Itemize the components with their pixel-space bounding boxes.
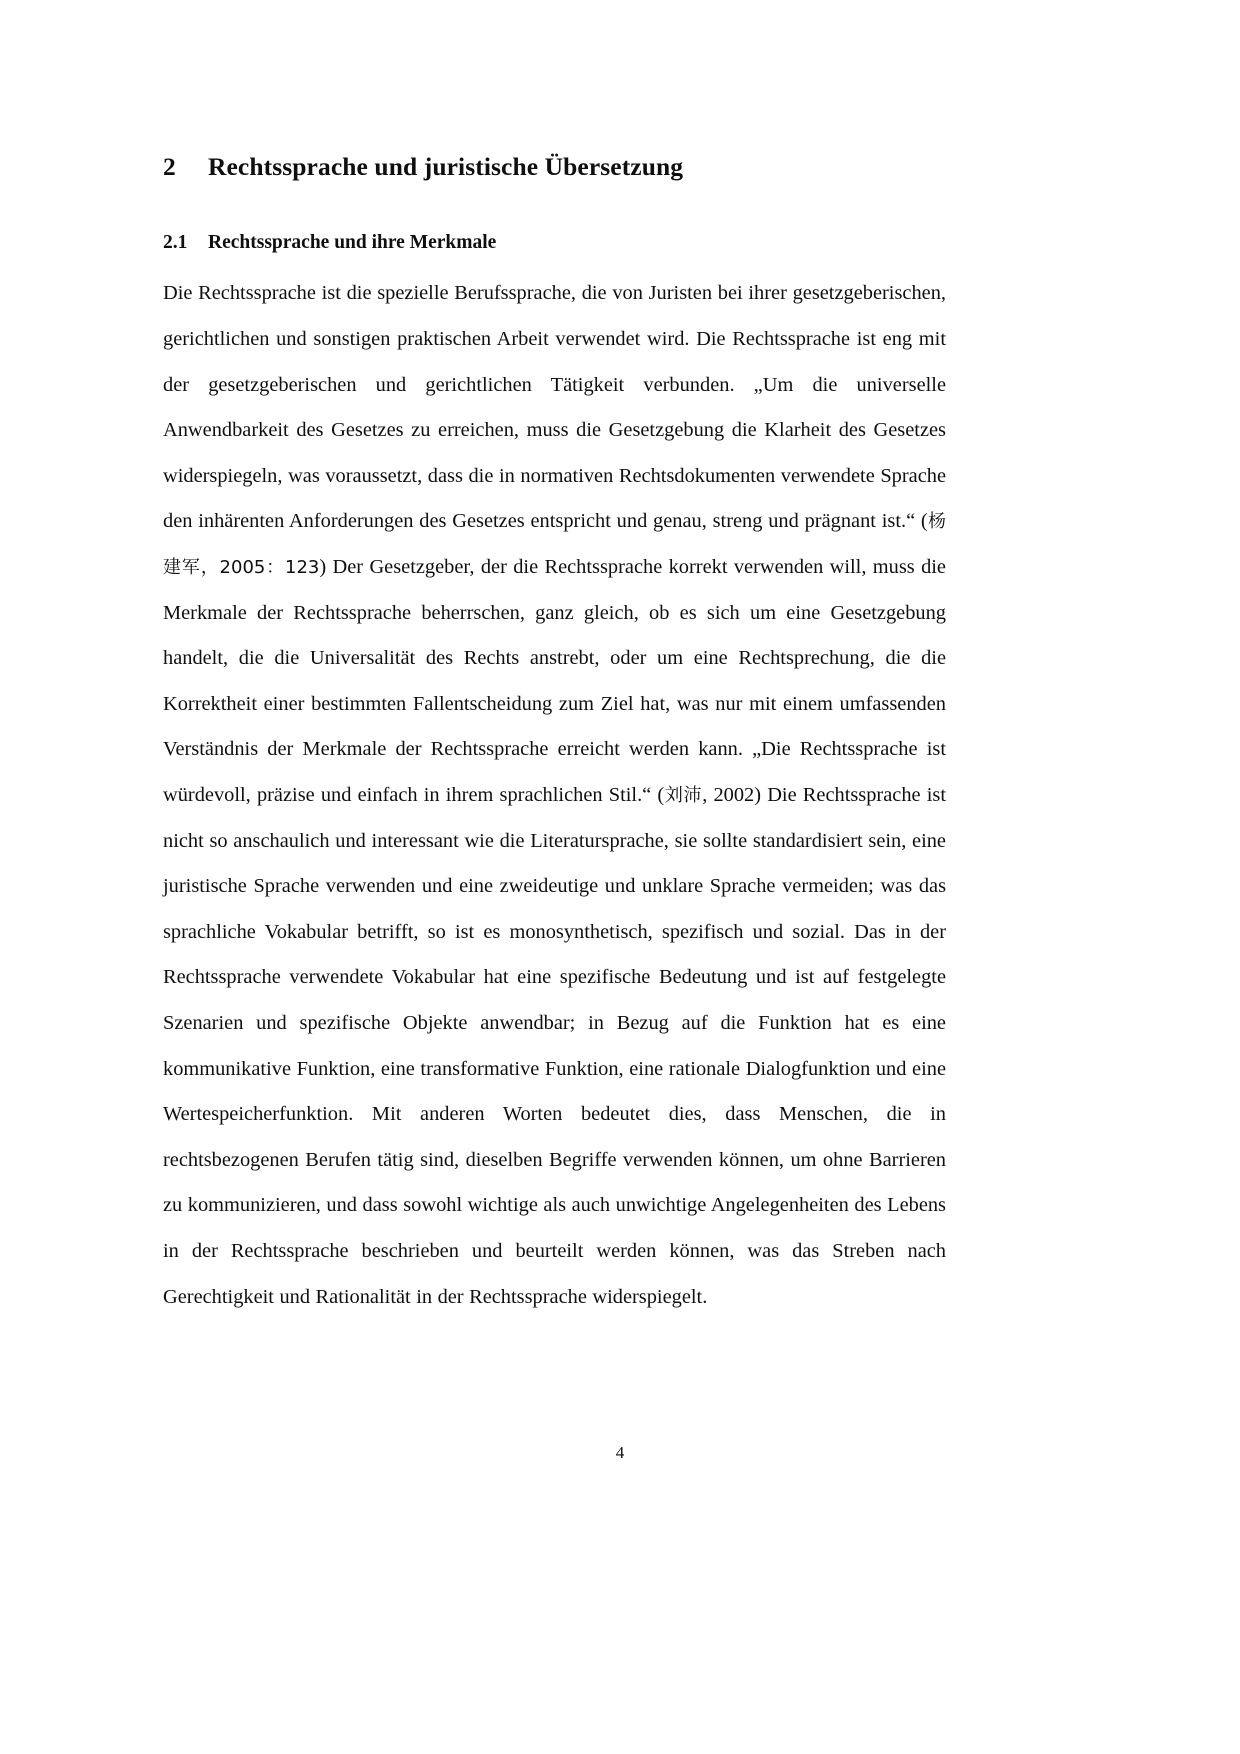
chapter-title: Rechtssprache und juristische Übersetzung xyxy=(208,152,684,181)
section-title: Rechtssprache und ihre Merkmale xyxy=(208,232,497,254)
citation-chinese-yang-jianjun: 杨建军，2005：123 xyxy=(163,511,946,579)
chapter-heading xyxy=(163,150,946,183)
citation-chinese-liu-pei: 刘沛 xyxy=(664,785,703,807)
chapter-number: 2 xyxy=(163,152,176,181)
section-heading xyxy=(163,230,946,255)
paragraph-text-part-c: , 2002) Die Rechtssprache ist nicht so anschaulich und interessant wie die Literatursprache, sie sollte standardisiert sein, eine juristische Sprache verwenden und eine zweideutige und unklare Sprache vermeiden; was das sprachliche Vokabular betrifft, so ist es monosynthetisch, spezifisch und sozial. Das in der Rechtssprache verwendete Vokabular hat eine spezifische Bedeutung und ist auf festgelegte Szenarien und spezifische Objekte anwendbar; in Bezug auf die Funktion hat es eine kommunikative Funktion, eine transformative Funktion, eine rationale Dialogfunktion und eine Wertespeicherfunktion. Mit anderen Worten bedeutet dies, dass Menschen, die in rechtsbezogenen Berufen tätig sind, dieselben Begriffe verwenden können, um ohne Barrieren zu kommunizieren, und dass sowohl wichtige als auch unwichtige Angelegenheiten des Lebens in der Rechtssprache beschrieben und beurteilt werden können, was das Streben nach Gerechtigkeit und Rationalität in der Rechtssprache widerspiegelt. xyxy=(163,784,947,1308)
paragraph-text-part-b: ) Der Gesetzgeber, der die Rechtssprache korrekt verwenden will, muss die Merkmale der Rechtssprache beherrschen, ganz gleich, ob es sich um eine Gesetzgebung handelt, die die Universalität des Rechts anstrebt, oder um eine Rechtsprechung, die die Korrektheit einer bestimmten Fallentscheidung zum Ziel hat, was nur mit einem umfassenden Verständnis der Merkmale der Rechtssprache erreicht werden kann. „Die Rechtssprache ist würdevoll, präzise und einfach in ihrem sprachlichen Stil.“ ( xyxy=(163,556,946,807)
page-number: 4 xyxy=(615,1443,625,1462)
paragraph-text-part-a: Die Rechtssprache ist die spezielle Berufssprache, die von Juristen bei ihrer gesetzgeberischen, gerichtlichen und sonstigen praktischen Arbeit verwendet wird. Die Rechtssprache ist eng mit der gesetzgeberischen und gerichtlichen Tätigkeit verbunden. „Um die universelle Anwendbarkeit des Gesetzes zu erreichen, muss die Gesetzgebung die Klarheit des Gesetzes widerspiegeln, was voraussetzt, dass die in normativen Rechtsdokumenten verwendete Sprache den inhärenten Anforderungen des Gesetzes entspricht und genau, streng und prägnant ist.“ ( xyxy=(163,282,946,533)
body-paragraph xyxy=(163,271,946,1320)
page-content xyxy=(163,150,946,1320)
section-number: 2.1 xyxy=(163,232,188,254)
